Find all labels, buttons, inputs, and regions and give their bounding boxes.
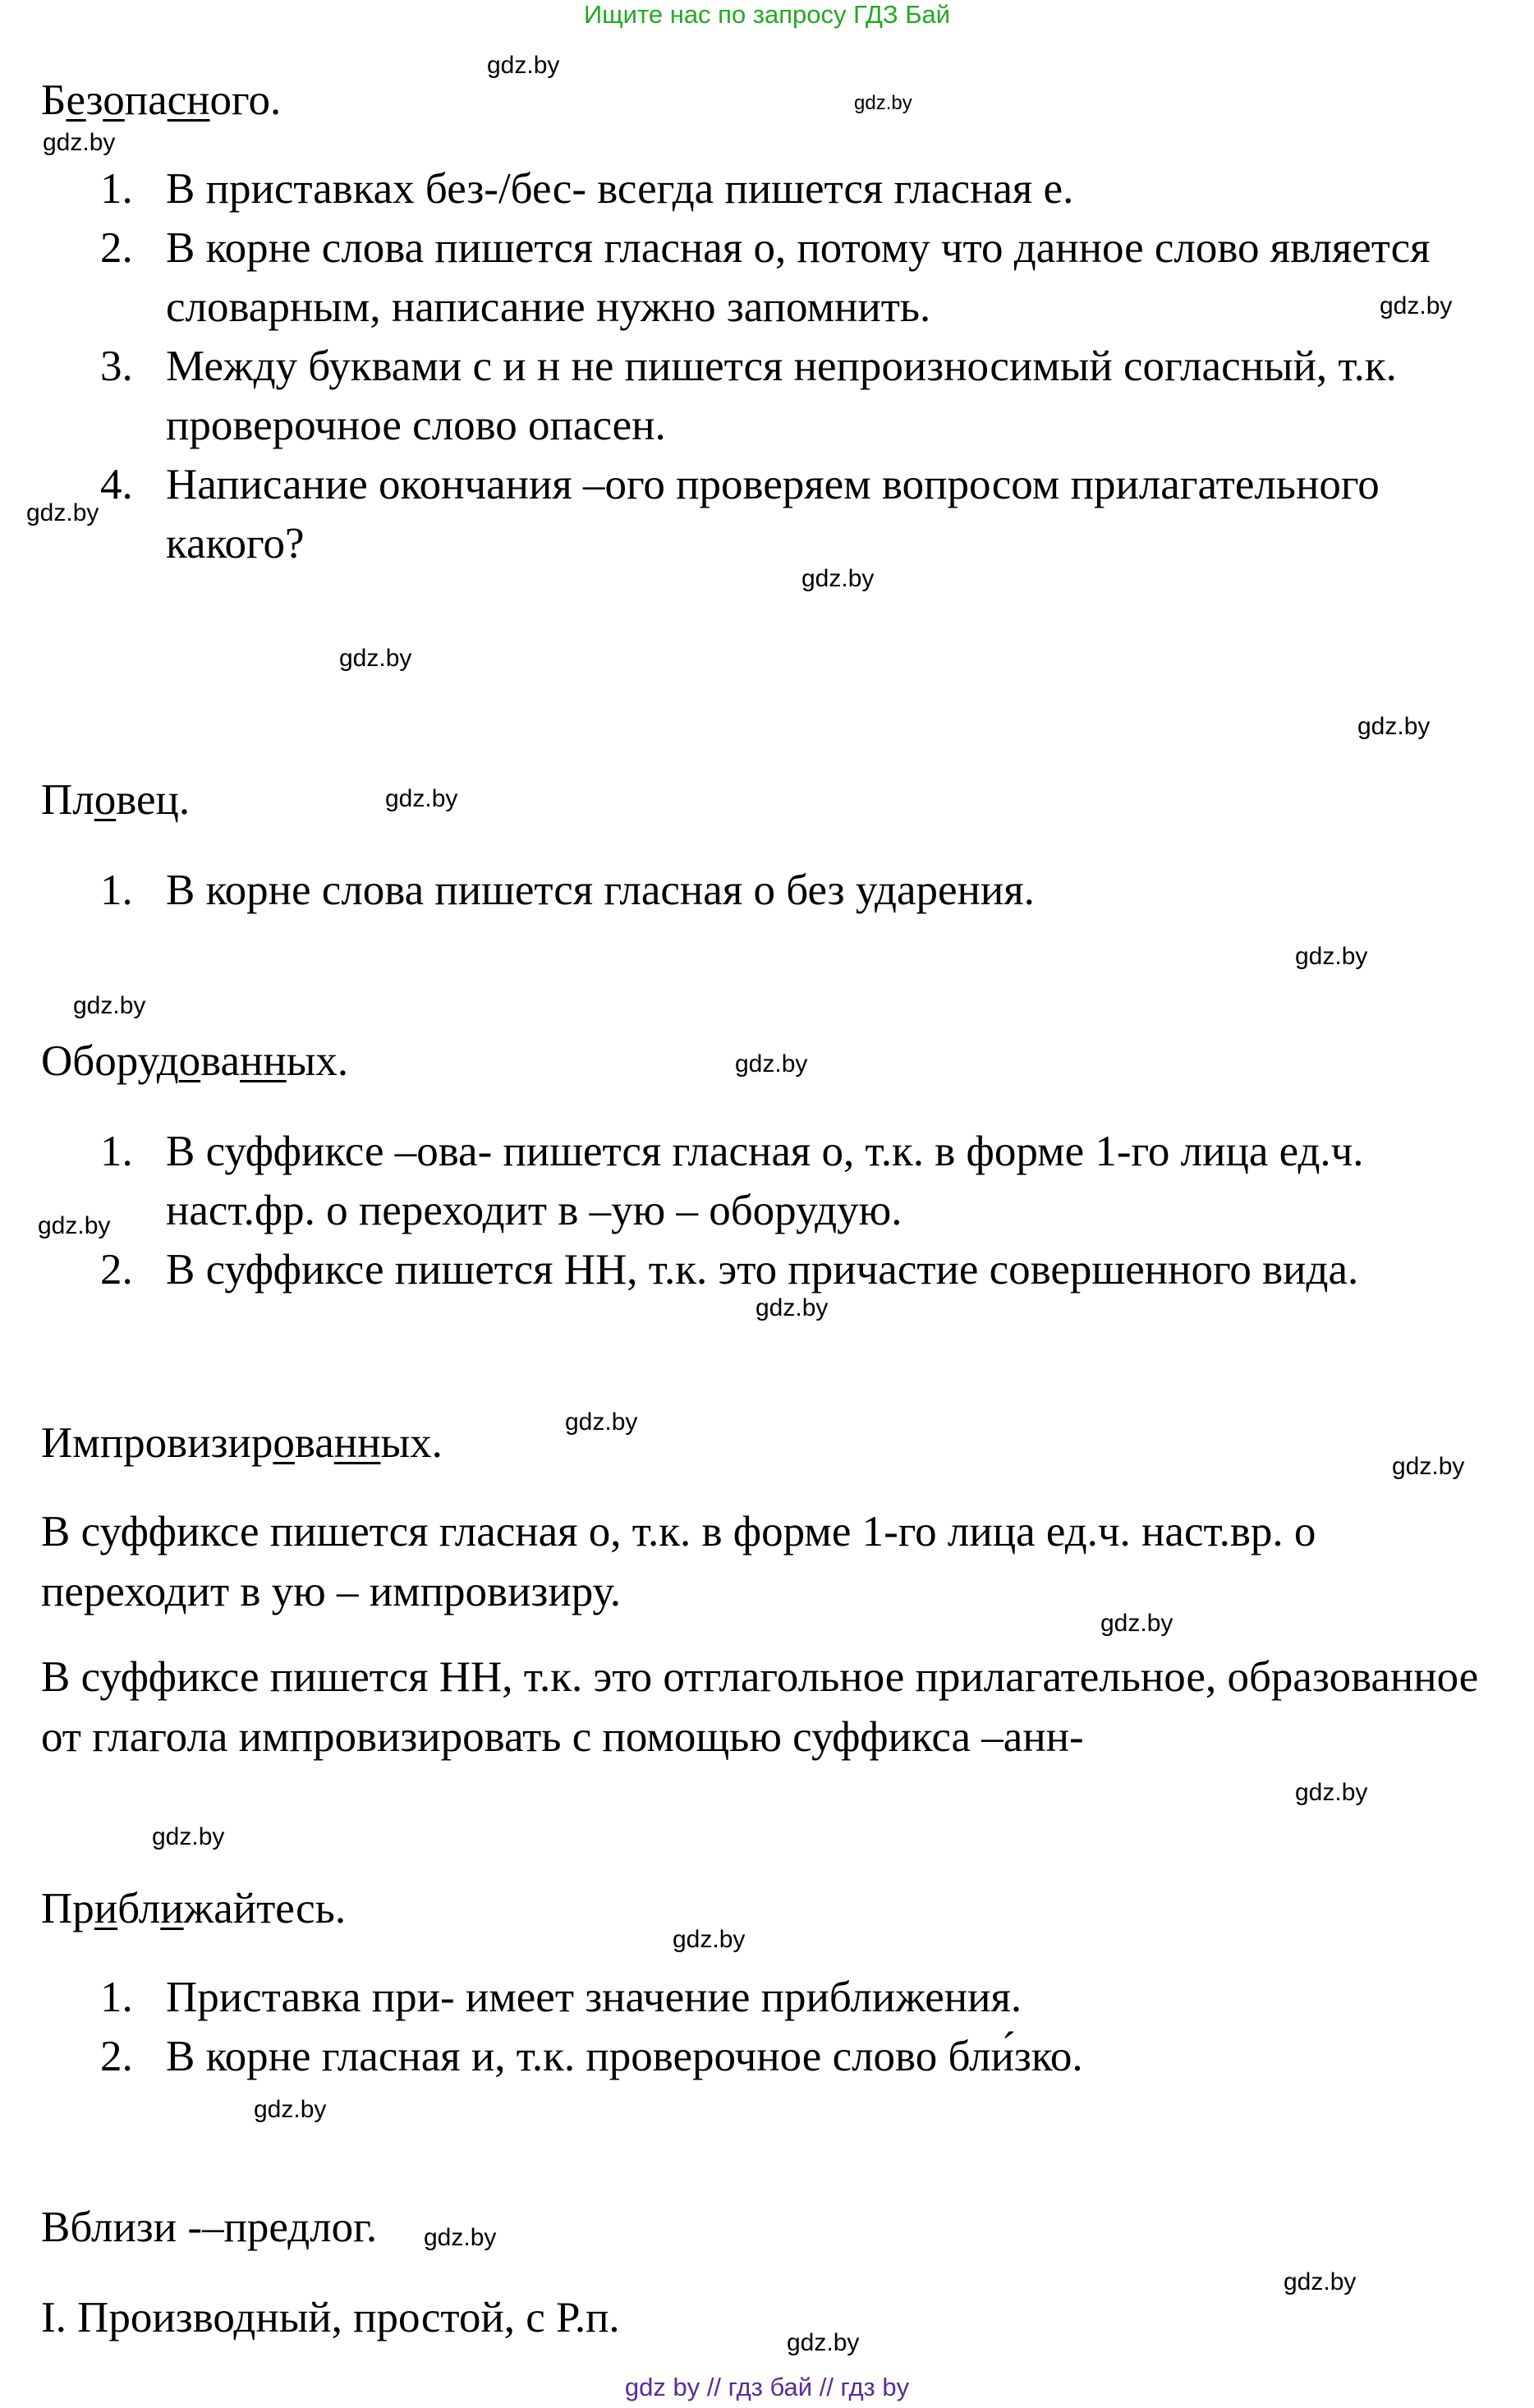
list-item: 4. Написание окончания –ого проверяем вопросом прилагательного какого? bbox=[100, 461, 1380, 568]
watermark-text: gdz.by bbox=[1295, 1779, 1368, 1806]
watermark-text: gdz.by bbox=[673, 1926, 746, 1953]
word-heading-plovets: Пловец. bbox=[41, 776, 191, 824]
rule-list-oborudovannykh bbox=[41, 1122, 1511, 1299]
watermark-text: gdz.by bbox=[1100, 1610, 1173, 1637]
watermark-text: gdz.by bbox=[43, 129, 116, 156]
watermark-text: gdz.by bbox=[801, 565, 875, 592]
rule-list-plovets bbox=[41, 861, 1511, 920]
explanation-paragraph: В суффиксе пишется гласная о, т.к. в форме 1-го лица ед.ч. наст.вр. о переходит в ую – импровизиру. bbox=[41, 1508, 1316, 1615]
list-item: 1. В приставках без-/бес- всегда пишется гласная е. bbox=[100, 165, 1074, 213]
watermark-text: gdz.by bbox=[424, 2224, 497, 2251]
rule-list-bezopasnogo bbox=[41, 159, 1511, 573]
word-heading-bezopasnogo: Безопасного. bbox=[41, 76, 282, 124]
watermark-text: gdz.by bbox=[787, 2329, 860, 2356]
list-item: 3. Между буквами с и н не пишется непроизносимый согласный, т.к. проверочное слово опасен. bbox=[100, 342, 1397, 449]
list-item: 2. В корне гласная и, т.к. проверочное слово бли́зко. bbox=[100, 2033, 1083, 2080]
watermark-text: gdz.by bbox=[1380, 292, 1453, 319]
watermark-text: gdz.by bbox=[26, 499, 99, 526]
word-heading-vblizi: Вблизи -–предлог. bbox=[41, 2204, 378, 2251]
watermark-text: gdz.by bbox=[1357, 713, 1431, 740]
list-item: 2. В корне слова пишется гласная о, потому что данное слово является словарным, написание нужно запомнить. bbox=[100, 224, 1431, 331]
list-item: 1. В корне слова пишется гласная о без ударения. bbox=[100, 866, 1035, 914]
watermark-text: gdz.by bbox=[152, 1823, 225, 1850]
watermark-text: gdz.by bbox=[73, 992, 146, 1019]
watermark-text: gdz.by bbox=[735, 1050, 808, 1078]
word-heading-priblizhaites: Приближайтесь. bbox=[41, 1885, 347, 1932]
watermark-text: gdz.by bbox=[756, 1294, 829, 1321]
rule-list-priblizhaites bbox=[41, 1968, 1511, 2086]
list-item: 2. В суффиксе пишется НН, т.к. это причастие совершенного вида. bbox=[100, 1246, 1359, 1294]
page-footer-links[interactable]: gdz by // гдз бай // гдз by bbox=[624, 2373, 910, 2401]
watermark-text: gdz.by bbox=[339, 645, 412, 672]
word-heading-oborudovannykh: Оборудованных. bbox=[41, 1037, 349, 1085]
page-header-banner[interactable]: Ищите нас по запросу ГДЗ Бай bbox=[583, 0, 951, 29]
list-item: 1. В суффиксе –ова- пишется гласная о, т.к. в форме 1-го лица ед.ч. наст.фр. о переходит в –ую – оборудую. bbox=[100, 1128, 1364, 1234]
watermark-text: gdz.by bbox=[1284, 2268, 1357, 2295]
list-item: 1. Приставка при- имеет значение приближения. bbox=[100, 1974, 1022, 2021]
watermark-text: gdz.by bbox=[854, 92, 912, 114]
watermark-text: gdz.by bbox=[254, 2096, 327, 2123]
watermark-text: gdz.by bbox=[487, 52, 560, 79]
explanation-paragraph: В суффиксе пишется НН, т.к. это отглагольное прилагательное, образованное от глагола импровизировать с помощью суффикса –анн- bbox=[41, 1653, 1479, 1761]
word-heading-improvizirovannykh: Импровизированных. bbox=[41, 1419, 443, 1467]
watermark-text: gdz.by bbox=[385, 785, 458, 812]
watermark-text: gdz.by bbox=[1295, 943, 1368, 970]
explanation-line: I. Производный, простой, с Р.п. bbox=[41, 2294, 620, 2341]
watermark-text: gdz.by bbox=[38, 1212, 111, 1239]
watermark-text: gdz.by bbox=[1392, 1453, 1465, 1480]
watermark-text: gdz.by bbox=[565, 1408, 638, 1436]
